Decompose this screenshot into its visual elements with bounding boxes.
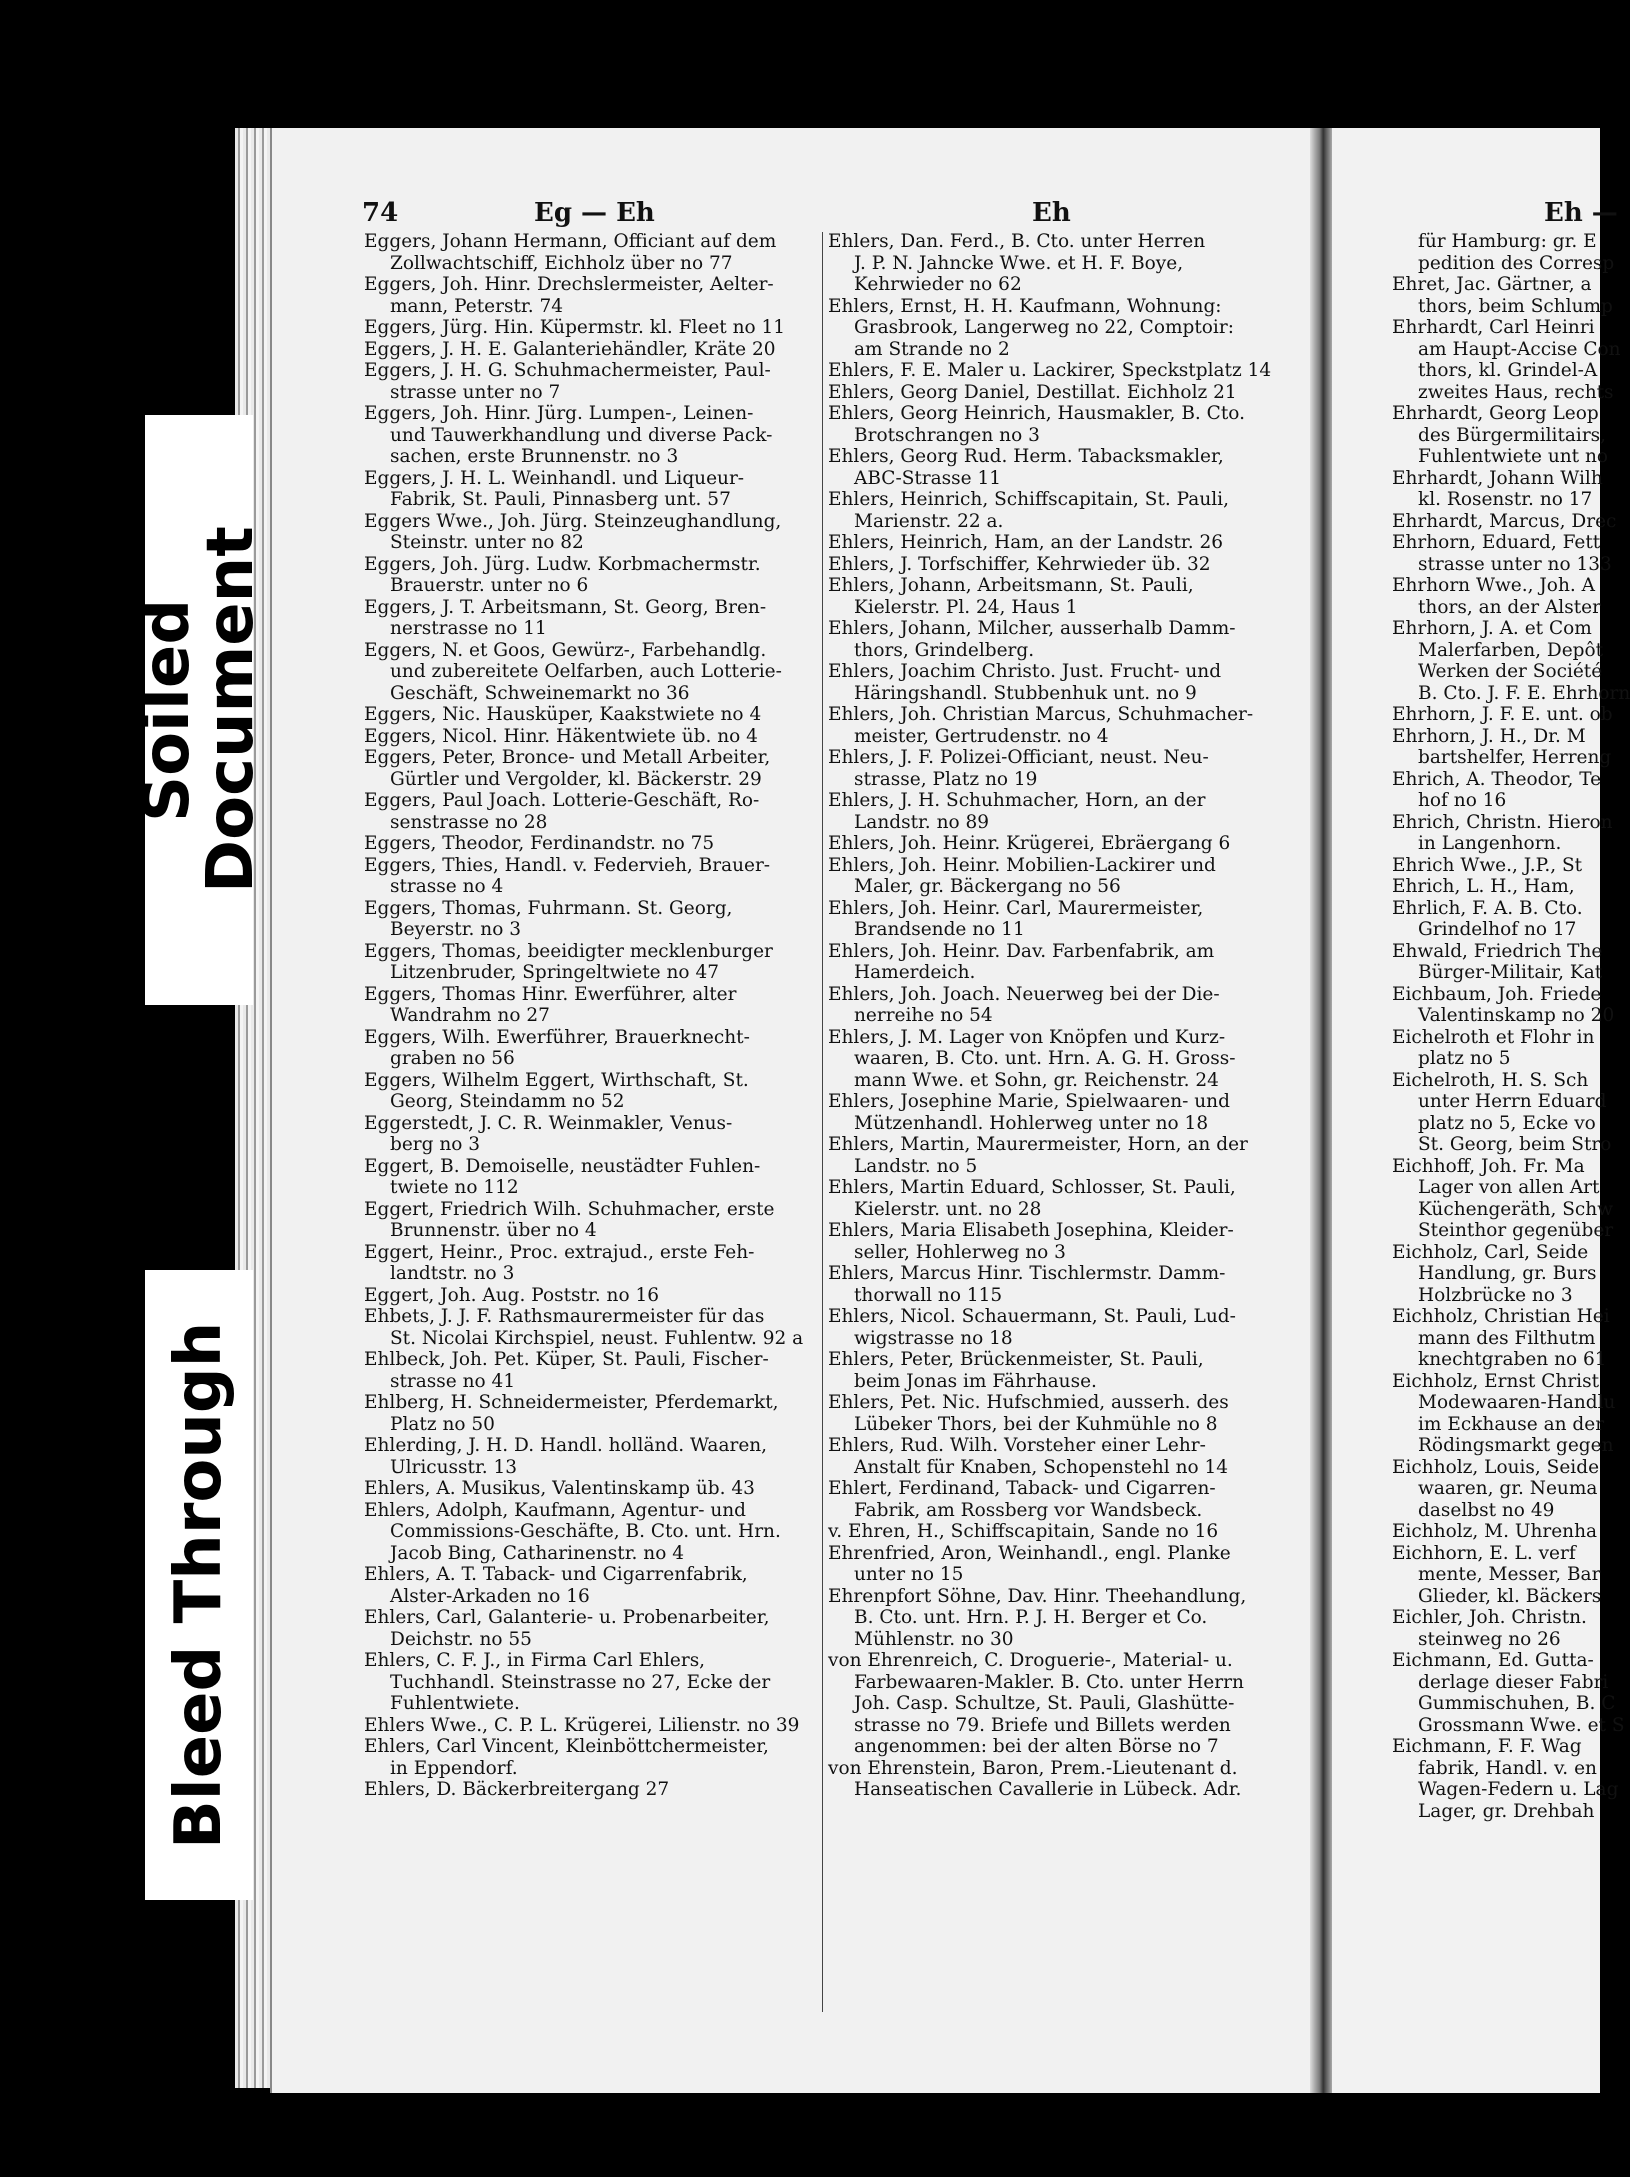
entry-continuation-line: Ulricusstr. 13 (390, 1456, 518, 1478)
entry-line: Ehrhorn, J. A. et Com (1392, 618, 1592, 639)
entry-continuation-line: berg no 3 (390, 1134, 481, 1155)
entry-continuation-line: Litzenbruder, Springeltwiete no 47 (390, 962, 719, 983)
entry-line: Eichholz, Christian Hei (1392, 1306, 1610, 1327)
entry-continuation-line: Mühlenstr. no 30 (854, 1628, 1014, 1650)
entry-line: von Ehrenstein, Baron, Prem.-Lieutenant d. (828, 1757, 1238, 1779)
entry-line: v. Ehren, H., Schiffscapitain, Sande no 16 (828, 1521, 1219, 1542)
entry-continuation-line: beim Jonas im Fährhause. (854, 1370, 1097, 1392)
entry-continuation-line: senstrasse no 28 (390, 811, 548, 833)
entry-continuation-line: strasse unter no 7 (390, 381, 561, 403)
bleed-through-label (145, 1270, 253, 1900)
entry-continuation-line: Holzbrücke no 3 (1418, 1284, 1573, 1306)
entry-line: Eichholz, Carl, Seide (1392, 1241, 1589, 1263)
entry-line: Ehlbeck, Joh. Pet. Küper, St. Pauli, Fischer- (364, 1349, 769, 1370)
entry-line: Eichholz, Louis, Seide (1392, 1456, 1600, 1478)
entry-continuation-line: Farbewaaren-Makler. B. Cto. unter Herrn (854, 1671, 1244, 1693)
entry-continuation-line: thors, beim Schlump (1418, 295, 1613, 317)
entry-line: Eggers, Joh. Hinr. Jürg. Lumpen-, Leinen- (364, 403, 754, 424)
entry-continuation-line: Alster-Arkaden no 16 (390, 1585, 590, 1607)
entry-line: Ehlers, Ernst, H. H. Kaufmann, Wohnung: (828, 295, 1222, 317)
entry-line: Ehlers, Joh. Joach. Neuerweg bei der Die- (828, 983, 1220, 1005)
entry-line: Ehlert, Ferdinand, Taback- und Cigarren- (828, 1478, 1216, 1499)
entry-continuation-line: Deichstr. no 55 (390, 1628, 532, 1650)
entry-line: Eggert, Friedrich Wilh. Schuhmacher, erste (364, 1198, 775, 1220)
entry-line: Ehlers, Heinrich, Ham, an der Landstr. 26 (828, 532, 1224, 553)
entry-line: Ehlers, Heinrich, Schiffscapitain, St. Pauli, (828, 489, 1229, 510)
entry-continuation-line: Kehrwieder no 62 (854, 274, 1022, 295)
entry-line: Ehlers, Rud. Wilh. Vorsteher einer Lehr- (828, 1435, 1206, 1456)
entry-continuation-line: strasse, Platz no 19 (854, 768, 1038, 790)
entry-continuation-line: Handlung, gr. Burs (1418, 1263, 1597, 1284)
running-head-right: Eh — (1544, 198, 1618, 228)
entry-line: Ehlers, F. E. Maler u. Lackirer, Speckstplatz 14 (828, 360, 1272, 381)
entry-line: Eggers, Wilhelm Eggert, Wirthschaft, St. (364, 1069, 749, 1091)
entry-line: Ehrhardt, Georg Leop (1392, 403, 1599, 424)
entry-continuation-line: Zollwachtschiff, Eichholz über no 77 (390, 252, 733, 274)
entry-line: Eggers, Jürg. Hin. Küpermstr. kl. Fleet no 11 (364, 317, 786, 338)
entry-line: Ehlers, Marcus Hinr. Tischlermstr. Damm- (828, 1263, 1226, 1284)
entry-line: Ehrich, L. H., Ham, (1392, 876, 1575, 897)
entry-continuation-line: Lübeker Thors, bei der Kuhmühle no 8 (854, 1413, 1218, 1435)
entry-continuation-line: seller, Hohlerweg no 3 (854, 1241, 1066, 1263)
soiled-document-label-text: Soiled Document (130, 526, 268, 894)
entry-continuation-line: angenommen: bei der alten Börse no 7 (854, 1736, 1219, 1757)
entry-continuation-line: am Haupt-Accise Con (1418, 338, 1621, 360)
facing-page (1332, 128, 1630, 2093)
right-column (1392, 231, 1630, 1822)
entry-line: Ehlers, J. M. Lager von Knöpfen und Kurz- (828, 1026, 1226, 1048)
entry-line: Eggers, Thomas Hinr. Ewerführer, alter (364, 983, 737, 1005)
entry-line: Ehrhardt, Carl Heinri (1392, 317, 1595, 338)
entry-continuation-line: und Tauwerkhandlung und diverse Pack- (390, 424, 773, 446)
left-column (364, 231, 822, 1801)
entry-continuation-line: Malerfarben, Depôt (1418, 639, 1604, 661)
entry-line: Eichhoff, Joh. Fr. Ma (1392, 1155, 1585, 1177)
directory-page (270, 128, 1327, 2093)
entry-continuation-line: Geschäft, Schweinemarkt no 36 (390, 682, 690, 704)
entry-continuation-line: mann, Peterstr. 74 (390, 295, 563, 317)
entry-continuation-line: twiete no 112 (390, 1177, 519, 1198)
entry-line: von Ehrenreich, C. Droguerie-, Material- u. (828, 1650, 1233, 1671)
entry-line: Ehlers, Pet. Nic. Hufschmied, ausserh. des (828, 1392, 1229, 1413)
entry-line: Ehlers, Nicol. Schauermann, St. Pauli, Lud- (828, 1306, 1236, 1327)
entry-continuation-line: Joh. Casp. Schultze, St. Pauli, Glashütte- (854, 1693, 1235, 1714)
entry-continuation-line: B. Cto. J. F. E. Ehrhorn (1418, 682, 1630, 704)
entry-continuation-line: thors, kl. Grindel-A (1418, 360, 1598, 381)
entry-line: Ehlers, J. H. Schuhmacher, Horn, an der (828, 790, 1206, 811)
entry-continuation-line: Fuhlentwiete unt no (1418, 446, 1609, 467)
entry-continuation-line: St. Nicolai Kirchspiel, neust. Fuhlentw. 92 a (390, 1327, 804, 1349)
entry-line: Eichmann, Ed. Gutta- (1392, 1650, 1594, 1671)
entry-continuation-line: in Langenhorn. (1418, 833, 1562, 854)
entry-continuation-line: Maler, gr. Bäckergang no 56 (854, 876, 1121, 897)
entry-continuation-line: Brandsende no 11 (854, 919, 1025, 940)
entry-line: Eichholz, M. Uhrenha (1392, 1521, 1598, 1542)
entry-line: Eggert, Heinr., Proc. extrajud., erste Feh- (364, 1241, 755, 1263)
entry-continuation-line: mann des Filthutm (1418, 1327, 1596, 1349)
entry-line: Eggerstedt, J. C. R. Weinmakler, Venus- (364, 1112, 733, 1134)
entry-continuation-line: ABC-Strasse 11 (854, 467, 1002, 489)
entry-line: Ehlers, Adolph, Kaufmann, Agentur- und (364, 1499, 746, 1521)
entry-continuation-line: pedition des Corresp (1418, 252, 1615, 274)
entry-line: Eggers Wwe., Joh. Jürg. Steinzeughandlung, (364, 510, 782, 532)
entry-line: Eggers, N. et Goos, Gewürz-, Farbehandlg. (364, 639, 767, 661)
entry-continuation-line: mente, Messer, Bar (1418, 1564, 1601, 1585)
entry-continuation-line: nerreihe no 54 (854, 1005, 993, 1026)
entry-continuation-line: Glieder, kl. Bäckers (1418, 1585, 1602, 1607)
entry-line: Ehlers, Carl Vincent, Kleinböttchermeister, (364, 1736, 769, 1757)
entry-line: Eichbaum, Joh. Friede (1392, 983, 1602, 1005)
entry-continuation-line: und zubereitete Oelfarben, auch Lotterie- (390, 661, 782, 682)
running-head-left: Eg — Eh (534, 198, 655, 228)
entry-continuation-line: unter Herrn Eduard (1418, 1091, 1607, 1112)
middle-column (828, 231, 1313, 1801)
entry-continuation-line: Jacob Bing, Catharinenstr. no 4 (390, 1542, 685, 1564)
entry-continuation-line: am Strande no 2 (854, 338, 1010, 360)
entry-line: Ehrhardt, Marcus, Drec (1392, 510, 1617, 532)
column-rule (822, 232, 823, 2012)
entry-continuation-line: Fabrik, St. Pauli, Pinnasberg unt. 57 (390, 489, 731, 510)
entry-line: Eggers, Wilh. Ewerführer, Brauerknecht- (364, 1026, 750, 1048)
entry-continuation-line: Georg, Steindamm no 52 (390, 1091, 625, 1112)
entry-continuation-line: Fuhlentwiete. (390, 1693, 520, 1714)
entry-line: Ehlers, Johann, Arbeitsmann, St. Pauli, (828, 575, 1194, 596)
entry-continuation-line: sachen, erste Brunnenstr. no 3 (390, 446, 679, 467)
entry-line: Ehlers, C. F. J., in Firma Carl Ehlers, (364, 1650, 706, 1671)
entry-continuation-line: Marienstr. 22 a. (854, 510, 1004, 532)
entry-line: Ehlers, Maria Elisabeth Josephina, Kleider- (828, 1220, 1234, 1241)
entry-continuation-line: Anstalt für Knaben, Schopenstehl no 14 (854, 1456, 1229, 1478)
page-gutter (1310, 128, 1332, 2093)
entry-line: Ehlers, Joh. Heinr. Carl, Maurermeister, (828, 897, 1204, 919)
entry-line: Ehrenfried, Aron, Weinhandl., engl. Planke (828, 1542, 1231, 1564)
entry-continuation-line: St. Georg, beim Stro (1418, 1134, 1612, 1155)
entry-continuation-line: wigstrasse no 18 (854, 1327, 1013, 1349)
entry-line: Ehrenpfort Söhne, Dav. Hinr. Theehandlung, (828, 1585, 1247, 1607)
entry-line: Eggers, Paul Joach. Lotterie-Geschäft, Ro- (364, 790, 760, 811)
entry-line: Ehlers, J. F. Polizei-Officiant, neust. Neu- (828, 747, 1209, 768)
entry-continuation-line: meister, Gertrudenstr. no 4 (854, 725, 1109, 747)
entry-line: Ehrich, Christn. Hieron (1392, 811, 1613, 833)
entry-continuation-line: für Hamburg: gr. E (1418, 231, 1597, 252)
entry-line: Eggert, B. Demoiselle, neustädter Fuhlen- (364, 1155, 761, 1177)
entry-line: Eichhorn, E. L. verf (1392, 1542, 1576, 1564)
entry-continuation-line: strasse no 41 (390, 1370, 516, 1392)
entry-line: Eggers, Theodor, Ferdinandstr. no 75 (364, 833, 715, 854)
entry-line: Eggers, J. H. E. Galanteriehändler, Kräte 20 (364, 338, 776, 360)
entry-line: Ehlers, A. Musikus, Valentinskamp üb. 43 (364, 1478, 755, 1499)
entry-continuation-line: Kielerstr. Pl. 24, Haus 1 (854, 596, 1078, 618)
entry-line: Ehlers, Carl, Galanterie- u. Probenarbeiter, (364, 1607, 770, 1628)
entry-continuation-line: Platz no 50 (390, 1413, 495, 1435)
entry-continuation-line: platz no 5 (1418, 1048, 1511, 1069)
entry-line: Ehrhardt, Johann Wilh (1392, 467, 1603, 489)
entry-continuation-line: kl. Rosenstr. no 17 (1418, 489, 1593, 510)
entry-continuation-line: im Eckhause an der (1418, 1413, 1605, 1435)
entry-line: Ehlerding, J. H. D. Handl. holländ. Waaren, (364, 1435, 768, 1456)
entry-continuation-line: Rödingsmarkt gegen (1418, 1435, 1614, 1456)
entry-continuation-line: hof no 16 (1418, 790, 1507, 811)
entry-continuation-line: Mützenhandl. Hohlerweg unter no 18 (854, 1112, 1209, 1134)
entry-continuation-line: Brotschrangen no 3 (854, 424, 1040, 446)
entry-continuation-line: Wandrahm no 27 (390, 1005, 550, 1026)
entry-line: Eggers, J. T. Arbeitsmann, St. Georg, Bren- (364, 596, 767, 618)
entry-line: Eichmann, F. F. Wag (1392, 1736, 1582, 1757)
entry-continuation-line: Steinthor gegenüber (1418, 1220, 1614, 1241)
entry-continuation-line: Küchengeräth, Schw (1418, 1198, 1614, 1220)
entry-continuation-line: strasse unter no 133 (1418, 553, 1612, 575)
page-number: 74 (362, 198, 399, 228)
entry-continuation-line: Landstr. no 5 (854, 1155, 978, 1177)
entry-continuation-line: Kielerstr. unt. no 28 (854, 1198, 1042, 1220)
entry-continuation-line: waaren, gr. Neuma (1418, 1478, 1598, 1499)
entry-line: Eggers, J. H. G. Schuhmachermeister, Paul- (364, 360, 771, 381)
entry-continuation-line: platz no 5, Ecke vo (1418, 1112, 1596, 1134)
entry-continuation-line: Gummischuhen, B. C (1418, 1693, 1616, 1714)
entry-continuation-line: daselbst no 49 (1418, 1499, 1555, 1521)
entry-continuation-line: des Bürgermilitairs, (1418, 424, 1607, 446)
entry-line: Ehlers, D. Bäckerbreitergang 27 (364, 1779, 670, 1800)
entry-line: Ehlers Wwe., C. P. L. Krügerei, Lilienstr. no 39 (364, 1714, 800, 1736)
entry-continuation-line: fabrik, Handl. v. en (1418, 1757, 1597, 1779)
entry-continuation-line: landtstr. no 3 (390, 1263, 515, 1284)
entry-line: Eichelroth et Flohr in (1392, 1026, 1595, 1048)
entry-line: Ehrich Wwe., J.P., St (1392, 854, 1583, 876)
entry-line: Ehlers, Martin, Maurermeister, Horn, an der (828, 1134, 1248, 1155)
entry-line: Eggers, Johann Hermann, Officiant auf dem (364, 231, 777, 252)
soiled-document-label (130, 415, 268, 1005)
entry-continuation-line: strasse no 4 (390, 876, 504, 897)
entry-line: Eggers, Nicol. Hinr. Häkentwiete üb. no 4 (364, 725, 758, 747)
entry-line: Ehlers, J. Torfschiffer, Kehrwieder üb. 32 (828, 553, 1211, 575)
entry-continuation-line: Fabrik, am Rossberg vor Wandsbeck. (854, 1499, 1203, 1521)
entry-continuation-line: graben no 56 (390, 1048, 515, 1069)
entry-line: Ehlers, Georg Heinrich, Hausmakler, B. Cto. (828, 403, 1245, 424)
entry-line: Ehrich, A. Theodor, Te (1392, 768, 1602, 790)
entry-line: Eggers, Peter, Bronce- und Metall Arbeiter, (364, 747, 771, 768)
entry-continuation-line: in Eppendorf. (390, 1757, 518, 1779)
entry-continuation-line: mann Wwe. et Sohn, gr. Reichenstr. 24 (854, 1069, 1219, 1091)
entry-continuation-line: Brunnenstr. über no 4 (390, 1220, 597, 1241)
entry-continuation-line: steinweg no 26 (1418, 1628, 1561, 1650)
entry-line: Eichler, Joh. Christn. (1392, 1607, 1587, 1628)
entry-line: Ehlers, Joh. Heinr. Mobilien-Lackirer und (828, 854, 1216, 876)
entry-continuation-line: Wagen-Federn u. Lag (1418, 1779, 1619, 1800)
entry-continuation-line: Lager von allen Art (1418, 1177, 1600, 1198)
entry-continuation-line: Häringshandl. Stubbenhuk unt. no 9 (854, 682, 1197, 704)
entry-continuation-line: Bürger-Militair, Kat (1418, 962, 1603, 983)
entry-line: Ehrhorn, J. H., Dr. M (1392, 725, 1586, 747)
entry-line: Ehlers, Dan. Ferd., B. Cto. unter Herren (828, 231, 1206, 252)
entry-continuation-line: thorwall no 115 (854, 1284, 1003, 1306)
entry-line: Ehlers, Peter, Brückenmeister, St. Pauli, (828, 1349, 1204, 1370)
entry-continuation-line: Lager, gr. Drehbah (1418, 1800, 1595, 1822)
entry-continuation-line: B. Cto. unt. Hrn. P. J. H. Berger et Co. (854, 1607, 1208, 1628)
entry-line: Ehlers, A. T. Taback- und Cigarrenfabrik, (364, 1564, 748, 1585)
entry-line: Eggers, Thomas, Fuhrmann. St. Georg, (364, 897, 733, 919)
entry-line: Ehret, Jac. Gärtner, a (1392, 274, 1592, 295)
entry-line: Eggers, J. H. L. Weinhandl. und Liqueur- (364, 467, 745, 489)
entry-line: Ehlers, Johann, Milcher, ausserhalb Damm- (828, 618, 1236, 639)
entry-continuation-line: Grindelhof no 17 (1418, 919, 1577, 940)
entry-line: Eggers, Joh. Hinr. Drechslermeister, Aelter- (364, 274, 774, 295)
running-head-mid: Eh (1032, 198, 1071, 228)
entry-line: Ehlers, Georg Daniel, Destillat. Eichholz 21 (828, 381, 1237, 403)
entry-continuation-line: Grossmann Wwe. et S (1418, 1714, 1625, 1736)
entry-line: Eggers, Nic. Hausküper, Kaakstwiete no 4 (364, 704, 762, 725)
entry-continuation-line: Valentinskamp no 20 (1418, 1005, 1615, 1026)
entry-continuation-line: Hanseatischen Cavallerie in Lübeck. Adr. (854, 1779, 1242, 1800)
entry-line: Ehlers, Joachim Christo. Just. Frucht- und (828, 661, 1222, 682)
entry-line: Ehrhorn, Eduard, Fett (1392, 532, 1601, 553)
bleed-through-label-text: Bleed Through (162, 1321, 236, 1849)
entry-continuation-line: Beyerstr. no 3 (390, 919, 521, 940)
entry-line: Ehlers, Joh. Heinr. Krügerei, Ebräergang 6 (828, 833, 1231, 854)
entry-continuation-line: Commissions-Geschäfte, B. Cto. unt. Hrn. (390, 1521, 781, 1542)
entry-continuation-line: knechtgraben no 61 (1418, 1349, 1607, 1370)
entry-line: Ehlers, Georg Rud. Herm. Tabacksmakler, (828, 446, 1224, 467)
entry-continuation-line: J. P. N. Jahncke Wwe. et H. F. Boye, (854, 252, 1184, 274)
entry-line: Ehrhorn, J. F. E. unt. ob (1392, 704, 1613, 725)
entry-line: Ehlers, Joh. Heinr. Dav. Farbenfabrik, am (828, 940, 1215, 962)
entry-continuation-line: thors, Grindelberg. (854, 639, 1035, 661)
entry-line: Eggert, Joh. Aug. Poststr. no 16 (364, 1284, 660, 1306)
entry-line: Ehlers, Martin Eduard, Schlosser, St. Pauli, (828, 1177, 1236, 1198)
entry-line: Ehwald, Friedrich The (1392, 940, 1603, 962)
entry-continuation-line: zweites Haus, rechts (1418, 381, 1614, 403)
entry-continuation-line: unter no 15 (854, 1564, 964, 1585)
entry-continuation-line: nerstrasse no 11 (390, 618, 547, 639)
entry-continuation-line: Tuchhandl. Steinstrasse no 27, Ecke der (390, 1671, 771, 1693)
entry-continuation-line: Grasbrook, Langerweg no 22, Comptoir: (854, 317, 1234, 338)
entry-line: Ehrlich, F. A. B. Cto. (1392, 897, 1583, 919)
entry-line: Ehlberg, H. Schneidermeister, Pferdemarkt, (364, 1392, 779, 1413)
entry-continuation-line: waaren, B. Cto. unt. Hrn. A. G. H. Gross- (854, 1048, 1236, 1069)
entry-line: Eichelroth, H. S. Sch (1392, 1069, 1589, 1091)
entry-continuation-line: Hamerdeich. (854, 962, 976, 983)
entry-line: Ehlers, Joh. Christian Marcus, Schuhmacher- (828, 704, 1254, 725)
entry-line: Eggers, Joh. Jürg. Ludw. Korbmachermstr. (364, 553, 761, 575)
entry-continuation-line: Steinstr. unter no 82 (390, 532, 584, 553)
entry-continuation-line: bartshelfer, Herreng (1418, 747, 1612, 768)
entry-line: Ehlers, Josephine Marie, Spielwaaren- und (828, 1091, 1230, 1112)
entry-continuation-line: Werken der Société (1418, 661, 1603, 682)
entry-continuation-line: Modewaaren-Handlu (1418, 1392, 1616, 1413)
entry-continuation-line: Landstr. no 89 (854, 811, 990, 833)
entry-continuation-line: thors, an der Alster (1418, 596, 1601, 618)
entry-line: Eichholz, Ernst Christ (1392, 1370, 1600, 1392)
entry-line: Eggers, Thomas, beeidigter mecklenburger (364, 940, 773, 962)
entry-continuation-line: strasse no 79. Briefe und Billets werden (854, 1714, 1231, 1736)
entry-continuation-line: Brauerstr. unter no 6 (390, 575, 589, 596)
entry-continuation-line: derlage dieser Fabri (1418, 1671, 1609, 1693)
binding-tab (1262, 0, 1300, 128)
entry-line: Eggers, Thies, Handl. v. Federvieh, Brauer- (364, 854, 771, 876)
entry-continuation-line: Gürtler und Vergolder, kl. Bäckerstr. 29 (390, 768, 762, 790)
entry-line: Ehbets, J. J. F. Rathsmaurermeister für das (364, 1306, 765, 1327)
entry-line: Ehrhorn Wwe., Joh. A (1392, 575, 1595, 596)
